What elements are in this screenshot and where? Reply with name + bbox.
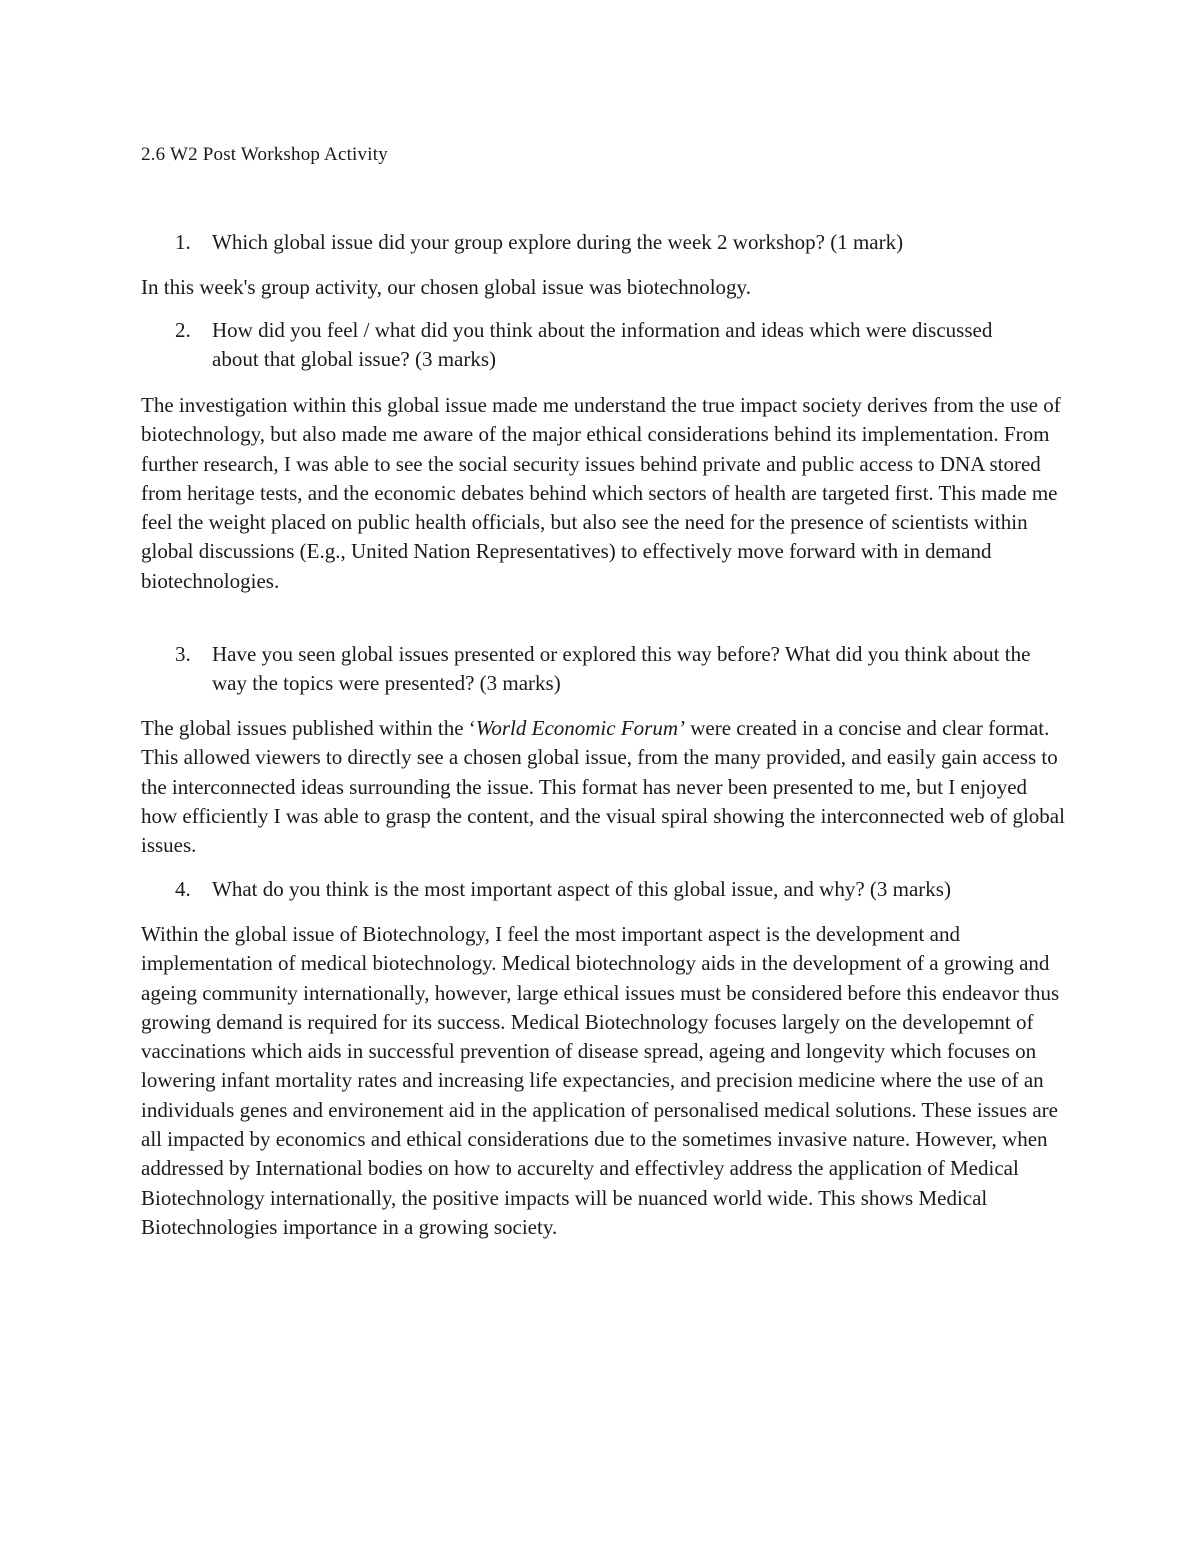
answer-4: Within the global issue of Biotechnology, I feel the most important aspect is the development and implementation of medical biotechnology. Medical biotechnology aids in the development of a growing and ageing community internationally, however, large ethical issues must be considered before this endeavor thus growing demand is required for its success. Medical Biotechnology focuses largely on the developemnt of vaccinations which aids in successful prevention of disease spread, ageing and longevity which focuses on lowering infant mortality rates and increasing life expectancies, and precision medicine where the use of an individuals genes and environement aid in the application of personalised medical solutions. These issues are all impacted by economics and ethical considerations due to the sometimes invasive nature. However, when addressed by International bodies on how to accurelty and effectivley address the application of Medical Biotechnology internationally, the positive impacts will be nuanced world wide. This shows Medical Biotechnologies importance in a growing society. (141, 922, 1060, 1239)
world-economic-forum-reference: World Economic Forum’ (475, 716, 685, 740)
question-text: Which global issue did your group explore during the week 2 workshop? (1 mark) (212, 230, 904, 254)
question-2 (175, 316, 1015, 375)
question-number: 3. (175, 642, 191, 666)
answer-3 (141, 714, 1066, 860)
question-4 (175, 875, 1075, 904)
question-number: 4. (175, 877, 191, 901)
question-text: Have you seen global issues presented or explored this way before? What did you think about the way the topics were presented? (3 marks) (212, 642, 1031, 696)
answer-3-lead: The global issues published within the ‘ (141, 716, 476, 740)
question-3 (175, 640, 1055, 699)
question-number: 2. (175, 318, 191, 342)
answer-3-rest: were created in a concise and clear format. This allowed viewers to directly see a chosen global issue, from the many provided, and easily gain access to the interconnected ideas surrounding the issue. This format has never been presented to me, but I enjoyed how efficiently I was able to grasp the content, and the visual spiral showing the interconnected web of global issues. (141, 716, 1065, 858)
question-text: How did you feel / what did you think about the information and ideas which were discussed about that global issue? (3 marks) (212, 318, 993, 372)
question-text: What do you think is the most important aspect of this global issue, and why? (3 marks) (212, 877, 951, 901)
question-number: 1. (175, 230, 191, 254)
question-1 (175, 228, 1075, 257)
document-title: 2.6 W2 Post Workshop Activity (141, 144, 388, 165)
answer-1: In this week's group activity, our chosen global issue was biotechnology. (141, 275, 751, 299)
answer-2: The investigation within this global issue made me understand the true impact society derives from the use of biotechnology, but also made me aware of the major ethical considerations behind its implementation. From further research, I was able to see the social security issues behind private and public access to DNA stored from heritage tests, and the economic debates behind which sectors of health are targeted first. This made me feel the weight placed on public health officials, but also see the need for the presence of scientists within global discussions (E.g., United Nation Representatives) to effectively move forward with in demand biotechnologies. (141, 393, 1061, 593)
